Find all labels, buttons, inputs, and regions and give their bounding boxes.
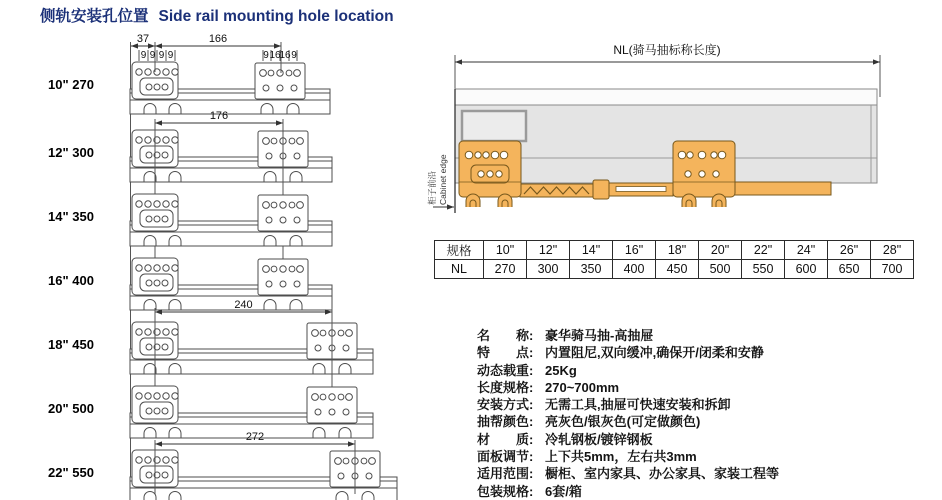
- spec-label: 适用范围:: [477, 466, 534, 482]
- rail-diagram-16in: [48, 258, 332, 310]
- svg-text:9: 9: [263, 50, 269, 61]
- svg-text:NL(骑马抽标称长度): NL(骑马抽标称长度): [613, 43, 721, 57]
- table-cell: 24": [785, 241, 828, 260]
- spec-line: [477, 344, 779, 361]
- table-cell: 10": [484, 241, 527, 260]
- table-cell: 650: [828, 260, 871, 279]
- table-cell: 300: [527, 260, 570, 279]
- spec-label: 包装规格:: [477, 483, 534, 499]
- rail-diagram-18in: [48, 322, 373, 374]
- table-cell: 12": [527, 241, 570, 260]
- rail-diagram-10in: [48, 62, 330, 114]
- table-cell: 500: [699, 260, 742, 279]
- table-cell: 450: [656, 260, 699, 279]
- spec-label: 动态载重:: [477, 362, 534, 378]
- spec-line: [477, 448, 779, 465]
- table-cell: 22": [742, 241, 785, 260]
- table-cell: 26": [828, 241, 871, 260]
- spec-label: 安装方式:: [477, 397, 534, 413]
- spec-label: 面板调节:: [477, 449, 534, 465]
- spec-value: 25Kg: [545, 362, 577, 378]
- spec-line: [477, 327, 779, 344]
- spec-value: 豪华骑马抽-高抽屉: [545, 328, 654, 343]
- table-cell: 28": [871, 241, 914, 260]
- spec-value: 上下共5mm，左右共3mm: [545, 449, 697, 465]
- table-cell: NL: [435, 260, 484, 279]
- spec-line: [477, 379, 779, 396]
- front-mounting-bracket: [459, 141, 521, 207]
- spec-label: 抽帮颜色:: [477, 414, 534, 430]
- table-cell: 270: [484, 260, 527, 279]
- svg-text:18" 450: 18" 450: [48, 337, 94, 352]
- spec-value: 270~700mm: [545, 379, 620, 395]
- spec-line: [477, 483, 779, 500]
- svg-text:272: 272: [245, 431, 265, 443]
- size-nl-table: [434, 240, 914, 279]
- svg-text:9: 9: [167, 50, 174, 61]
- spec-value: 橱柜、室内家具、办公家具、家装工程等: [545, 466, 780, 482]
- spec-value: 冷轧钢板/镀锌钢板: [545, 431, 653, 447]
- spec-line: [477, 413, 779, 430]
- table-cell: 400: [613, 260, 656, 279]
- svg-text:20" 500: 20" 500: [48, 401, 94, 416]
- spec-label: 材 质:: [477, 431, 534, 447]
- cabinet-edge-label-zh: 柜子前沿: [427, 170, 437, 205]
- svg-text:240: 240: [234, 299, 253, 311]
- svg-text:16" 400: 16" 400: [48, 273, 94, 288]
- table-cell: 20": [699, 241, 742, 260]
- table-cell: 规格: [435, 241, 484, 260]
- page-title-zh: 侧轨安装孔位置: [40, 8, 149, 25]
- rail-diagram-20in: [48, 386, 373, 438]
- spec-line: [477, 362, 779, 379]
- svg-text:14" 350: 14" 350: [48, 209, 94, 224]
- rail-diagram-14in: [48, 194, 332, 246]
- svg-text:10" 270: 10" 270: [48, 77, 94, 92]
- svg-text:16: 16: [279, 50, 291, 61]
- spec-value: 内置阻尼,双向缓冲,确保开/闭柔和安静: [545, 345, 764, 361]
- svg-text:22" 550: 22" 550: [48, 465, 94, 480]
- product-specs-list: [477, 327, 779, 500]
- svg-text:37: 37: [136, 33, 150, 45]
- table-cell: 14": [570, 241, 613, 260]
- svg-text:9: 9: [149, 50, 156, 61]
- spec-line: [477, 396, 779, 413]
- cabinet-edge-label-en: Cabinet edge: [438, 154, 448, 205]
- table-cell: 700: [871, 260, 914, 279]
- spec-value: 6套/箱: [545, 483, 582, 499]
- spec-value: 亮灰色/银灰色(可定做颜色): [545, 414, 701, 430]
- svg-text:166: 166: [208, 33, 228, 45]
- spec-line: [477, 431, 779, 448]
- spec-label: 名 称:: [477, 328, 534, 343]
- table-cell: 16": [613, 241, 656, 260]
- spec-label: 特 点:: [477, 345, 534, 361]
- rear-mounting-bracket: [673, 141, 735, 207]
- spec-label: 长度规格:: [477, 379, 534, 395]
- page-title-en: Side rail mounting hole location: [158, 8, 394, 25]
- table-cell: 350: [570, 260, 613, 279]
- rail-diagram-12in: [48, 130, 332, 182]
- svg-text:16: 16: [269, 50, 281, 61]
- side-rail-mounting-diagram: [0, 0, 430, 500]
- drawer-side-view-diagram: [425, 35, 942, 240]
- svg-text:9: 9: [291, 50, 297, 61]
- table-cell: 550: [742, 260, 785, 279]
- svg-text:12" 300: 12" 300: [48, 145, 94, 160]
- spec-line: [477, 465, 779, 482]
- table-cell: 18": [656, 241, 699, 260]
- table-cell: 600: [785, 260, 828, 279]
- table-nl-row: [435, 260, 914, 279]
- spec-value: 无需工具,抽屉可快速安装和拆卸: [545, 397, 731, 413]
- svg-text:9: 9: [140, 50, 147, 61]
- svg-text:176: 176: [209, 110, 229, 122]
- rail-diagram-22in: [48, 450, 397, 500]
- table-header-row: [435, 241, 914, 260]
- svg-text:9: 9: [158, 50, 165, 61]
